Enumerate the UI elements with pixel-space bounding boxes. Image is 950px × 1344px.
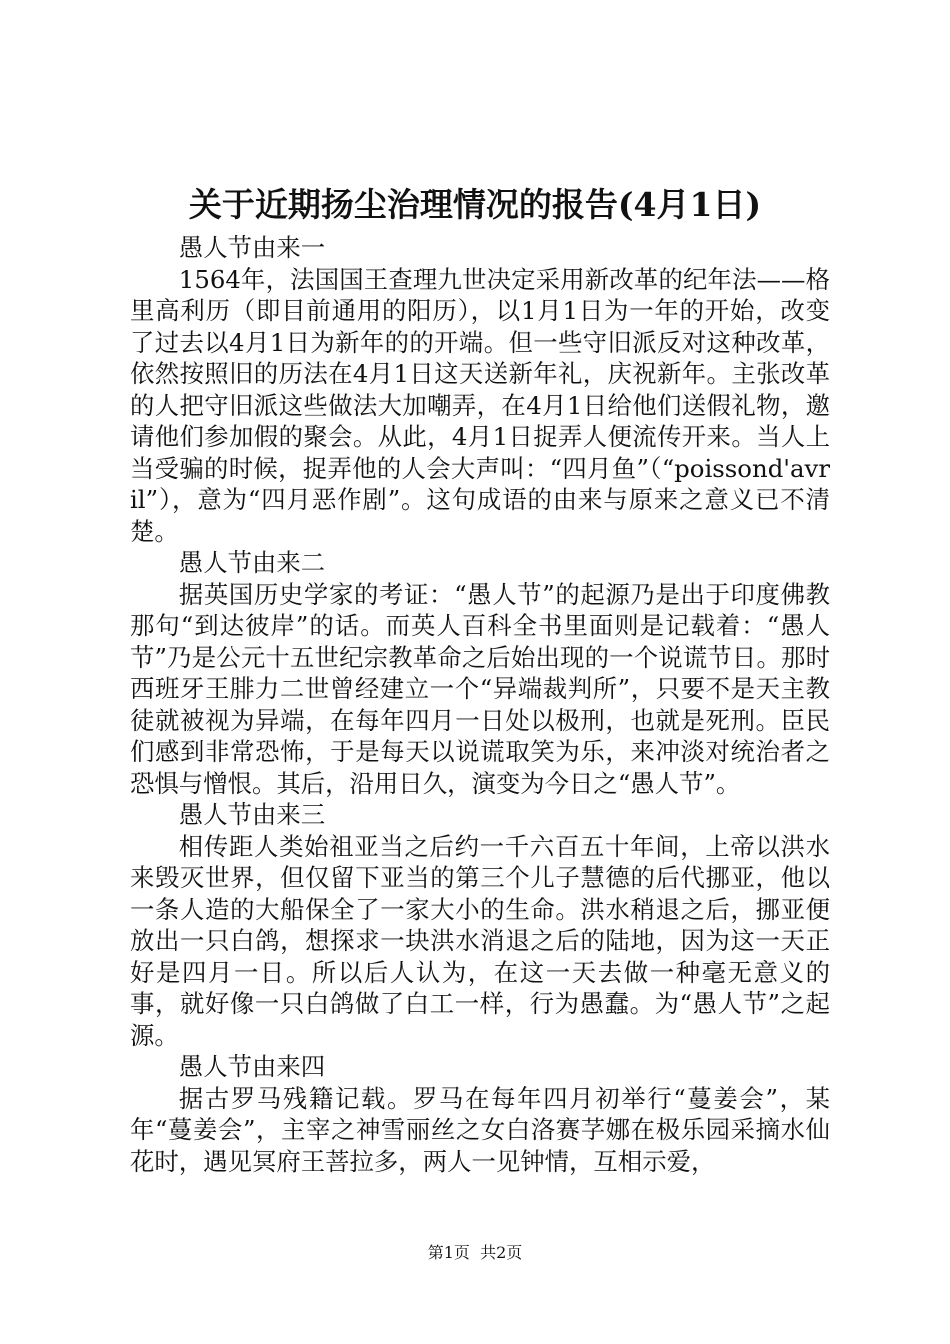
page-number: 第1页	[427, 1243, 470, 1262]
body-paragraph: 据英国历史学家的考证：“愚人节”的起源乃是出于印度佛教那句“到达彼岸”的话。而英人百科全书里面则是记载着：“愚人节”乃是公元十五世纪宗教革命之后始出现的一个说谎节日。那时西班牙王腓力二世曾经建立一个“异端裁判所”，只要不是天主教徒就被视为异端，在每年四月一日处以极刑，也就是死刑。臣民们感到非常恐怖，于是每天以说谎取笑为乐，来冲淡对统治者之恐惧与憎恨。其后，沿用日久，演变为今日之“愚人节”。	[130, 579, 830, 798]
section-heading: 愚人节由来二	[178, 548, 326, 577]
section-heading: 愚人节由来三	[178, 800, 326, 829]
body-paragraph: 1564年，法国国王查理九世决定采用新改革的纪年法——格里高利历（即目前通用的阳历），以1月1日为一年的开始，改变了过去以4月1日为新年的的开端。但一些守旧派反对这种改革，依然按照旧的历法在4月1日这天送新年礼，庆祝新年。主张改革的人把守旧派这些做法大加嘲弄，在4月1日给他们送假礼物，邀请他们参加假的聚会。从此，4月1日捉弄人便流传开来。当人上当受骗的时候，捉弄他的人会大声叫：“四月鱼”（“poissond'avril”），意为“四月恶作剧”。这句成语的由来与原来之意义已不清楚。	[130, 264, 830, 546]
body-paragraph: 相传距人类始祖亚当之后约一千六百五十年间，上帝以洪水来毁灭世界，但仅留下亚当的第三个儿子慧德的后代挪亚，他以一条人造的大船保全了一家大小的生命。洪水稍退之后，挪亚便放出一只白鸽，想探求一块洪水消退之后的陆地，因为这一天正好是四月一日。所以后人认为，在这一天去做一种毫无意义的事，就好像一只白鸽做了白工一样，行为愚蠢。为“愚人节”之起源。	[130, 831, 830, 1050]
document-body	[130, 232, 830, 1177]
section-heading: 愚人节由来四	[178, 1052, 326, 1081]
section-heading: 愚人节由来一	[178, 233, 326, 262]
body-paragraph: 据古罗马残籍记载。罗马在每年四月初举行“蔓姜会”，某年“蔓姜会”，主宰之神雪丽丝之女白洛赛芓娜在极乐园采摘水仙花时，遇见冥府王菩拉多，两人一见钟情，互相示爱，	[130, 1083, 830, 1176]
page-footer	[0, 1242, 950, 1264]
document-title: 关于近期扬尘治理情况的报告(4月1日)	[188, 185, 762, 224]
page-total: 共2页	[480, 1243, 523, 1262]
